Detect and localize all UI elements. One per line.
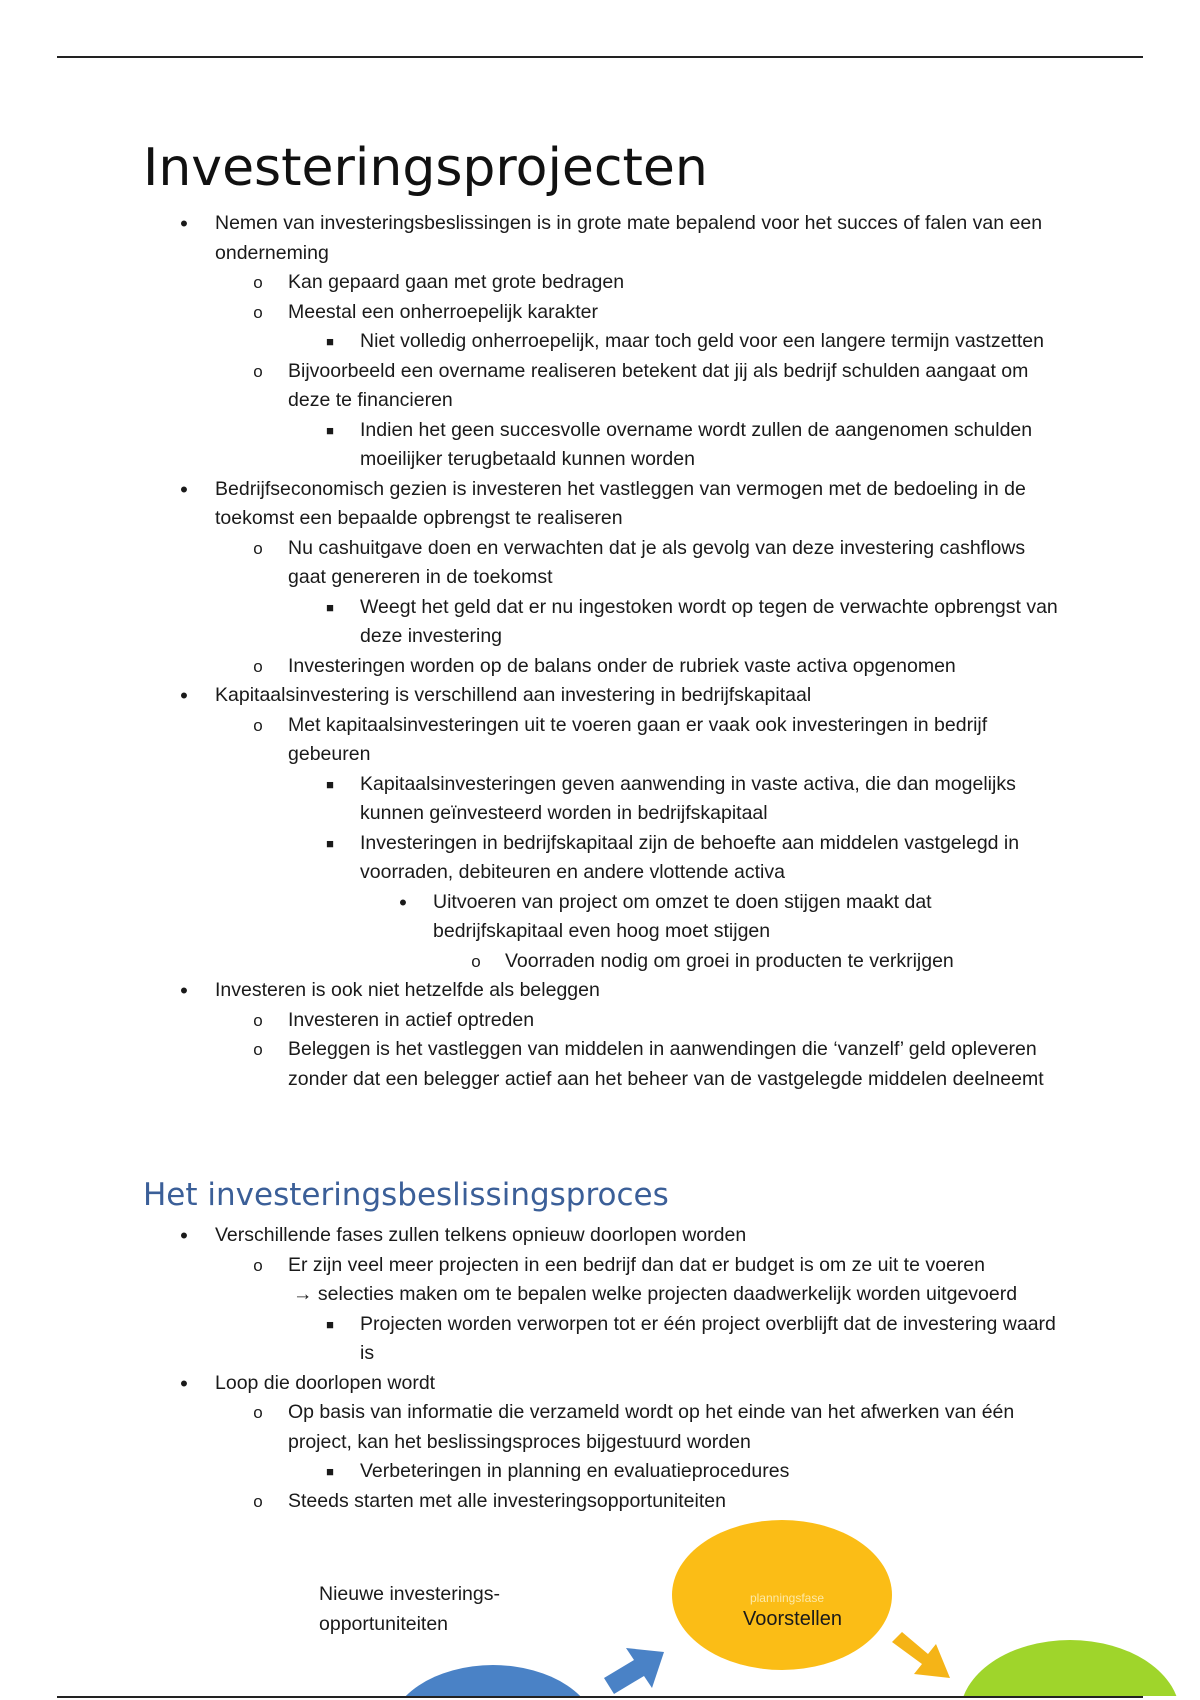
bullet-marker: o bbox=[253, 273, 263, 292]
list-item-text: Bedrijfseconomisch gezien is investeren het vastleggen van vermogen met de bedoeling in de toekomst een bepaalde opbrengst te realiseren bbox=[215, 477, 1026, 529]
list-item-text: Kapitaalsinvestering is verschillend aan investering in bedrijfskapitaal bbox=[215, 684, 812, 706]
list-item bbox=[0, 1310, 1060, 1369]
bullet-marker: o bbox=[253, 361, 263, 381]
list-item bbox=[0, 298, 1058, 328]
list-item-text: Investeren in actief optreden bbox=[288, 1008, 535, 1031]
list-item-text: Niet volledig onherroepelijk, maar toch geld voor een langere termijn vastzetten bbox=[360, 330, 1044, 352]
proposals-label: Voorstellen bbox=[743, 1608, 842, 1630]
list-item-text: Indien het geen succesvolle overname wordt zullen de aangenomen schulden moeilijker terugbetaald kunnen worden bbox=[360, 418, 1033, 470]
phase-label: planningsfase bbox=[749, 1591, 825, 1605]
bullet-marker: ■ bbox=[326, 1464, 334, 1479]
list-item bbox=[0, 327, 1060, 357]
footer-rule bbox=[57, 1696, 1143, 1698]
bullet-marker: o bbox=[471, 951, 481, 971]
opportunities-circle bbox=[388, 1665, 598, 1696]
bullet-marker: o bbox=[253, 715, 263, 735]
list-item bbox=[0, 681, 1055, 711]
list-item bbox=[0, 1457, 1060, 1487]
bullet-marker: ■ bbox=[326, 334, 334, 349]
list-item bbox=[0, 1369, 1055, 1399]
list-item bbox=[0, 1251, 1058, 1281]
list-item bbox=[0, 209, 1055, 268]
bullet-marker: • bbox=[180, 476, 188, 502]
bullet-marker: o bbox=[253, 656, 263, 676]
list-item bbox=[0, 1280, 1093, 1310]
diagram-label-opportunities bbox=[319, 1579, 500, 1639]
list-item-text: Nemen van investeringsbeslissingen is in grote mate bepalend voor het succes of falen van een onderneming bbox=[215, 212, 1043, 264]
diagram-label-line1: Nieuwe investerings- bbox=[319, 1583, 500, 1605]
list-item-text: Steeds starten met alle investeringsopportuniteiten bbox=[288, 1489, 726, 1512]
bullet-marker: • bbox=[399, 889, 407, 915]
section-heading: Het investeringsbeslissingsproces bbox=[143, 1177, 669, 1213]
bullet-marker: ■ bbox=[326, 835, 334, 851]
list-item bbox=[0, 770, 1060, 829]
bullet-marker: • bbox=[180, 211, 188, 236]
list-item-text: Op basis van informatie die verzameld wordt op het einde van het afwerken van één project, kan het beslissingsproces bijgestuurd worden bbox=[288, 1401, 1015, 1453]
diagram-label-line2: opportuniteiten bbox=[319, 1613, 449, 1635]
header-rule bbox=[57, 56, 1143, 58]
list-item-text: Bijvoorbeeld een overname realiseren betekent dat jij als bedrijf schulden aangaat om deze te financieren bbox=[288, 359, 1029, 411]
list-item bbox=[0, 416, 1060, 475]
list-item-text: Kapitaalsinvesteringen geven aanwending in vaste activa, die dan mogelijks kunnen geïnvesteerd worden in bedrijfskapitaal bbox=[360, 772, 1016, 824]
list-item bbox=[0, 652, 1058, 682]
list-item-text: Projecten worden verworpen tot er één project overblijft dat de investering waard is bbox=[360, 1312, 1056, 1364]
list-item bbox=[0, 976, 1055, 1006]
bullet-marker: ■ bbox=[326, 776, 334, 792]
list-item-text: Met kapitaalsinvesteringen uit te voeren gaan er vaak ook investeringen in bedrijf gebeuren bbox=[288, 713, 988, 765]
list-item bbox=[0, 711, 1058, 770]
evaluation-circle bbox=[960, 1640, 1180, 1696]
list-item-text: Nu cashuitgave doen en verwachten dat je als gevolg van deze investering cashflows gaat genereren in de toekomst bbox=[288, 536, 1026, 588]
bullet-marker: o bbox=[253, 538, 263, 558]
list-item bbox=[0, 1221, 1055, 1251]
list-item-text: Er zijn veel meer projecten in een bedrijf dan dat er budget is om ze uit te voeren bbox=[288, 1253, 985, 1276]
bullet-marker: o bbox=[253, 1255, 263, 1275]
bullet-marker: ■ bbox=[326, 599, 334, 615]
process-diagram bbox=[0, 1500, 1200, 1696]
list-item-text: Meestal een onherroepelijk karakter bbox=[288, 300, 599, 323]
list-item-text: → selecties maken om te bepalen welke projecten daadwerkelijk worden uitgevoerd bbox=[293, 1283, 1018, 1305]
list-item bbox=[0, 1035, 1058, 1094]
list-item bbox=[0, 1398, 1058, 1457]
list-item-text: Verschillende fases zullen telkens opnieuw doorlopen worden bbox=[215, 1224, 747, 1246]
bullet-marker: o bbox=[253, 1010, 263, 1030]
bullet-marker: o bbox=[253, 1491, 263, 1511]
list-item-text: Investeren is ook niet hetzelfde als beleggen bbox=[215, 979, 600, 1001]
list-item-text: Loop die doorlopen wordt bbox=[215, 1371, 436, 1394]
arrow-yellow-icon bbox=[888, 1628, 958, 1688]
page-title: Investeringsprojecten bbox=[143, 138, 708, 198]
bullet-list-investeringsprojecten bbox=[0, 209, 1200, 1094]
list-item-text: Investeringen worden op de balans onder de rubriek vaste activa opgenomen bbox=[288, 654, 956, 677]
list-item-text: Voorraden nodig om groei in producten te verkrijgen bbox=[505, 949, 954, 972]
list-item bbox=[0, 534, 1058, 593]
list-item-text: Beleggen is het vastleggen van middelen in aanwendingen die ‘vanzelf’ geld opleveren zonder dat een belegger actief aan het beheer van de vastgelegde middelen deelneemt bbox=[288, 1038, 1044, 1090]
list-item bbox=[0, 829, 1060, 888]
list-item-text: Weegt het geld dat er nu ingestoken wordt op tegen de verwachte opbrengst van deze investering bbox=[360, 595, 1058, 647]
bullet-marker: ■ bbox=[326, 1316, 334, 1332]
list-item bbox=[0, 888, 993, 947]
bullet-marker: • bbox=[180, 683, 188, 708]
list-item-text: Uitvoeren van project om omzet te doen stijgen maakt dat bedrijfskapitaal even hoog moet stijgen bbox=[433, 890, 932, 942]
bullet-marker: o bbox=[253, 302, 263, 322]
list-item bbox=[0, 475, 1055, 534]
bullet-marker: o bbox=[253, 1040, 263, 1059]
list-item-text: Investeringen in bedrijfskapitaal zijn de behoefte aan middelen vastgelegd in voorraden, debiteuren en andere vlottende activa bbox=[360, 831, 1020, 883]
list-item bbox=[0, 1006, 1058, 1036]
bullet-marker: o bbox=[253, 1403, 263, 1422]
list-item-text: Kan gepaard gaan met grote bedragen bbox=[288, 271, 625, 293]
arrow-blue-icon bbox=[600, 1638, 670, 1696]
list-item bbox=[0, 268, 1058, 298]
bullet-marker: • bbox=[180, 1370, 188, 1396]
list-item bbox=[0, 947, 1025, 977]
list-item bbox=[0, 357, 1058, 416]
bullet-list-beslissingsproces bbox=[0, 1221, 1200, 1516]
list-item-text: Verbeteringen in planning en evaluatieprocedures bbox=[360, 1460, 790, 1482]
bullet-marker: • bbox=[180, 1223, 188, 1248]
list-item bbox=[0, 593, 1060, 652]
bullet-marker: • bbox=[180, 978, 188, 1003]
bullet-marker: ■ bbox=[326, 422, 334, 438]
